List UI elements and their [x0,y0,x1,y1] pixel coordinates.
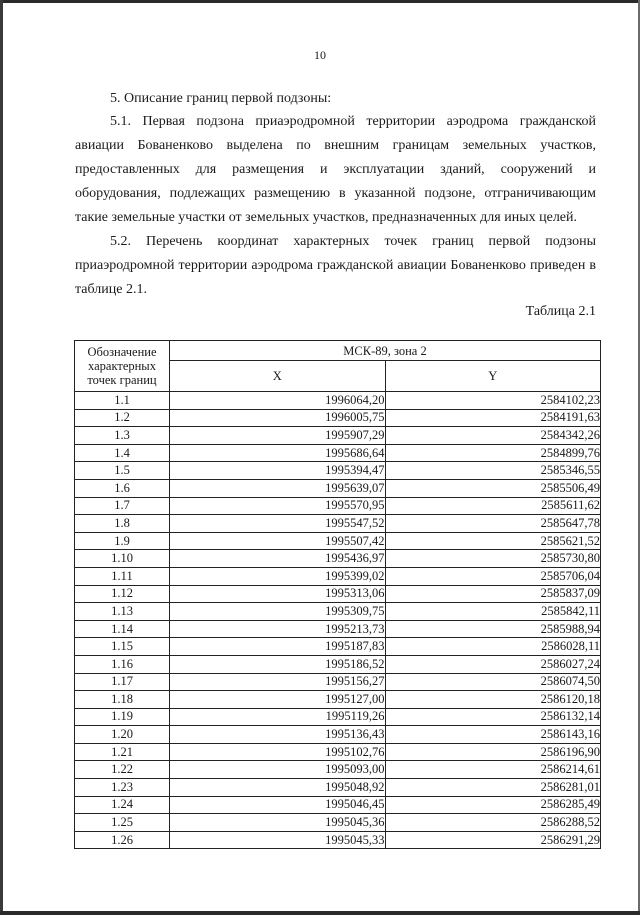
table-row [75,409,601,427]
table-row [75,691,601,709]
y-coordinate-cell: 2586027,24 [385,655,601,673]
x-coordinate-cell: 1995547,52 [170,515,386,533]
table-row [75,479,601,497]
table-row [75,726,601,744]
y-coordinate-cell: 2585837,09 [385,585,601,603]
x-coordinate-cell: 1995394,47 [170,462,386,480]
scan-edge-bottom [0,911,640,915]
point-id-cell: 1.3 [75,427,170,445]
point-id-cell: 1.16 [75,655,170,673]
table-row [75,814,601,832]
point-id-cell: 1.7 [75,497,170,515]
x-coordinate-cell: 1995570,95 [170,497,386,515]
point-id-cell: 1.26 [75,831,170,849]
point-id-cell: 1.9 [75,532,170,550]
y-coordinate-cell: 2586281,01 [385,779,601,797]
point-id-cell: 1.8 [75,515,170,533]
table-row [75,796,601,814]
y-coordinate-cell: 2586196,90 [385,743,601,761]
point-id-cell: 1.22 [75,761,170,779]
point-id-cell: 1.11 [75,567,170,585]
y-coordinate-cell: 2586214,61 [385,761,601,779]
x-coordinate-cell: 1996064,20 [170,392,386,410]
y-coordinate-cell: 2585730,80 [385,550,601,568]
x-coordinate-cell: 1995907,29 [170,427,386,445]
table-row [75,708,601,726]
x-coordinate-cell: 1995507,42 [170,532,386,550]
y-coordinate-cell: 2585621,52 [385,532,601,550]
y-coordinate-cell: 2585506,49 [385,479,601,497]
y-coordinate-cell: 2586028,11 [385,638,601,656]
point-id-cell: 1.5 [75,462,170,480]
page-number: 10 [314,48,326,62]
y-coordinate-cell: 2586120,18 [385,691,601,709]
x-coordinate-cell: 1995436,97 [170,550,386,568]
header-y: Y [385,361,601,392]
table-row [75,761,601,779]
point-id-cell: 1.2 [75,409,170,427]
x-coordinate-cell: 1995119,26 [170,708,386,726]
point-id-cell: 1.23 [75,779,170,797]
table-row [75,532,601,550]
paragraph-5-2: 5.2. Перечень координат характерных точек границ первой подзоны приаэродромной территории аэродрома гражданской авиации Бованенково приведен в таблице 2.1. [75,234,596,297]
point-id-cell: 1.10 [75,550,170,568]
x-coordinate-cell: 1995093,00 [170,761,386,779]
y-coordinate-cell: 2586288,52 [385,814,601,832]
y-coordinate-cell: 2585647,78 [385,515,601,533]
x-coordinate-cell: 1995156,27 [170,673,386,691]
y-coordinate-cell: 2584191,63 [385,409,601,427]
x-coordinate-cell: 1995309,75 [170,603,386,621]
point-id-cell: 1.4 [75,444,170,462]
table-row [75,603,601,621]
table-row [75,462,601,480]
y-coordinate-cell: 2586143,16 [385,726,601,744]
table-caption: Таблица 2.1 [525,304,596,319]
point-id-cell: 1.18 [75,691,170,709]
point-id-cell: 1.20 [75,726,170,744]
table-row [75,831,601,849]
coordinates-table [74,340,601,849]
table-row [75,567,601,585]
y-coordinate-cell: 2586132,14 [385,708,601,726]
scan-edge-left [0,0,3,915]
header-x: X [170,361,386,392]
y-coordinate-cell: 2584342,26 [385,427,601,445]
point-id-cell: 1.25 [75,814,170,832]
paragraph-5-1: 5.1. Первая подзона приаэродромной территории аэродрома гражданской авиации Бованенково выделена по внешним границам земельных участков, предоставленных для размещения и эксплуатации зданий, сооружений и оборудования, подлежащих размещению в указанной подзоне, отграничивающим такие земельные участки от земельных участков, предназначенных для иных целей. [75,114,596,225]
x-coordinate-cell: 1995045,36 [170,814,386,832]
y-coordinate-cell: 2585611,62 [385,497,601,515]
point-id-cell: 1.17 [75,673,170,691]
x-coordinate-cell: 1995136,43 [170,726,386,744]
point-id-cell: 1.19 [75,708,170,726]
point-id-cell: 1.21 [75,743,170,761]
header-coordinate-system: МСК-89, зона 2 [170,341,601,361]
point-id-cell: 1.13 [75,603,170,621]
x-coordinate-cell: 1995046,45 [170,796,386,814]
x-coordinate-cell: 1995639,07 [170,479,386,497]
x-coordinate-cell: 1995213,73 [170,620,386,638]
y-coordinate-cell: 2586291,29 [385,831,601,849]
x-coordinate-cell: 1995686,64 [170,444,386,462]
table-row [75,392,601,410]
header-designation: Обозначение характерных точек границ [75,341,170,392]
point-id-cell: 1.12 [75,585,170,603]
section-heading: 5. Описание границ первой подзоны: [110,91,332,106]
y-coordinate-cell: 2584899,76 [385,444,601,462]
table-body [75,392,601,849]
y-coordinate-cell: 2585346,55 [385,462,601,480]
x-coordinate-cell: 1995186,52 [170,655,386,673]
y-coordinate-cell: 2586074,50 [385,673,601,691]
x-coordinate-cell: 1995399,02 [170,567,386,585]
x-coordinate-cell: 1995127,00 [170,691,386,709]
y-coordinate-cell: 2584102,23 [385,392,601,410]
table-row [75,427,601,445]
table-row [75,638,601,656]
point-id-cell: 1.24 [75,796,170,814]
point-id-cell: 1.14 [75,620,170,638]
table-row [75,497,601,515]
table-row [75,550,601,568]
y-coordinate-cell: 2585842,11 [385,603,601,621]
point-id-cell: 1.1 [75,392,170,410]
table-row [75,743,601,761]
x-coordinate-cell: 1995187,83 [170,638,386,656]
x-coordinate-cell: 1995102,76 [170,743,386,761]
scan-edge-top [0,0,640,3]
x-coordinate-cell: 1995045,33 [170,831,386,849]
x-coordinate-cell: 1995313,06 [170,585,386,603]
table-row [75,444,601,462]
table-row [75,673,601,691]
y-coordinate-cell: 2585988,94 [385,620,601,638]
table-row [75,779,601,797]
table-row [75,585,601,603]
y-coordinate-cell: 2585706,04 [385,567,601,585]
y-coordinate-cell: 2586285,49 [385,796,601,814]
table-row [75,620,601,638]
table-row [75,515,601,533]
x-coordinate-cell: 1995048,92 [170,779,386,797]
table-row [75,655,601,673]
point-id-cell: 1.15 [75,638,170,656]
point-id-cell: 1.6 [75,479,170,497]
x-coordinate-cell: 1996005,75 [170,409,386,427]
